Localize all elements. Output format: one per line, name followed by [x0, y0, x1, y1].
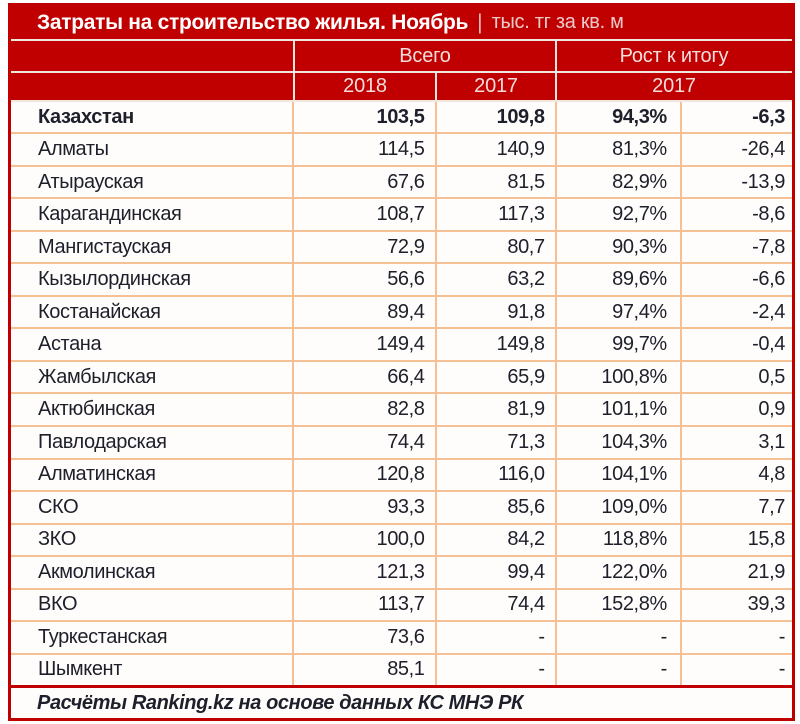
growth-abs-cell: 0,5	[681, 361, 792, 394]
growth-pct-cell: 94,3%	[556, 102, 681, 133]
growth-abs-cell: -	[681, 654, 792, 685]
region-cell: Костанайская	[11, 296, 293, 329]
header-year-2018: 2018	[293, 73, 435, 100]
growth-pct-cell: -	[556, 654, 681, 685]
header-group-row	[11, 41, 792, 73]
region-cell: Алматы	[11, 133, 293, 166]
growth-pct-cell: 122,0%	[556, 556, 681, 589]
table-row	[11, 621, 792, 654]
growth-pct-cell: 152,8%	[556, 589, 681, 622]
table-row	[11, 654, 792, 685]
growth-abs-cell: -7,8	[681, 231, 792, 264]
source-note: Расчёты Ranking.kz на основе данных КС МНЭ РК	[37, 691, 523, 714]
region-cell: Атырауская	[11, 166, 293, 199]
value-2017-cell: 140,9	[436, 133, 556, 166]
growth-abs-cell: 7,7	[681, 491, 792, 524]
header-year-row	[11, 73, 792, 102]
growth-pct-cell: 90,3%	[556, 231, 681, 264]
value-2017-cell: 71,3	[436, 426, 556, 459]
table-row	[11, 524, 792, 557]
growth-pct-cell: 101,1%	[556, 393, 681, 426]
value-2017-cell: 85,6	[436, 491, 556, 524]
region-cell: Шымкент	[11, 654, 293, 685]
region-cell: Актюбинская	[11, 393, 293, 426]
title-unit: тыс. тг за кв. м	[491, 11, 624, 33]
region-cell: Жамбылская	[11, 361, 293, 394]
header-growth-year: 2017	[555, 73, 791, 100]
region-cell: Казахстан	[38, 105, 134, 128]
growth-pct-cell: 109,0%	[556, 491, 681, 524]
growth-abs-cell: -2,4	[681, 296, 792, 329]
region-cell: Павлодарская	[11, 426, 293, 459]
value-2018-cell: 149,4	[293, 328, 435, 361]
region-cell: СКО	[11, 491, 293, 524]
growth-pct-cell: 104,3%	[556, 426, 681, 459]
table-row	[11, 589, 792, 622]
header-group-total: Всего	[293, 41, 555, 71]
value-2018-cell: 67,6	[293, 166, 435, 199]
table-row	[11, 393, 792, 426]
value-2018-cell: 72,9	[293, 231, 435, 264]
growth-abs-cell: -13,9	[681, 166, 792, 199]
value-2018-cell: 89,4	[293, 296, 435, 329]
growth-abs-cell: 21,9	[681, 556, 792, 589]
header-year-2017: 2017	[435, 73, 555, 100]
growth-pct-cell: 97,4%	[556, 296, 681, 329]
value-2017-cell: 81,5	[436, 166, 556, 199]
growth-abs-cell: -0,4	[681, 328, 792, 361]
growth-pct-cell: 92,7%	[556, 198, 681, 231]
header-year-spacer	[11, 73, 293, 100]
table-row	[11, 231, 792, 264]
growth-pct-cell: 89,6%	[556, 263, 681, 296]
table-row	[11, 102, 792, 133]
value-2018-cell: 73,6	[293, 621, 435, 654]
value-2017-cell: 117,3	[436, 198, 556, 231]
table-title-bar	[11, 6, 792, 41]
value-2017-cell: 63,2	[436, 263, 556, 296]
table-row	[11, 328, 792, 361]
region-cell: ЗКО	[11, 524, 293, 557]
value-2018-cell: 120,8	[293, 459, 435, 492]
growth-pct-cell: 99,7%	[556, 328, 681, 361]
region-cell: Карагандинская	[11, 198, 293, 231]
growth-pct-cell: 82,9%	[556, 166, 681, 199]
region-cell: Астана	[11, 328, 293, 361]
table-title: Затраты на строительство жилья. Ноябрь	[37, 10, 469, 34]
growth-abs-cell: 3,1	[681, 426, 792, 459]
value-2017-cell: 65,9	[436, 361, 556, 394]
value-2017-cell: -	[436, 654, 556, 685]
growth-pct-cell: 118,8%	[556, 524, 681, 557]
value-2017-cell: 116,0	[436, 459, 556, 492]
growth-abs-cell: 39,3	[681, 589, 792, 622]
table-row	[11, 426, 792, 459]
region-cell: Кызылординская	[11, 263, 293, 296]
growth-pct-cell: 81,3%	[556, 133, 681, 166]
table-row	[11, 491, 792, 524]
growth-pct-cell: 104,1%	[556, 459, 681, 492]
table-body	[11, 102, 792, 685]
value-2018-cell: 103,5	[293, 102, 435, 133]
value-2017-cell: 81,9	[436, 393, 556, 426]
value-2018-cell: 74,4	[293, 426, 435, 459]
table-row	[11, 263, 792, 296]
growth-abs-cell: -6,6	[681, 263, 792, 296]
value-2018-cell: 113,7	[293, 589, 435, 622]
value-2017-cell: 149,8	[436, 328, 556, 361]
value-2018-cell: 66,4	[293, 361, 435, 394]
growth-abs-cell: 0,9	[681, 393, 792, 426]
table-row	[11, 459, 792, 492]
value-2018-cell: 82,8	[293, 393, 435, 426]
growth-abs-cell: -	[681, 621, 792, 654]
construction-costs-table	[8, 3, 795, 721]
table-row	[11, 556, 792, 589]
value-2017-cell: 80,7	[436, 231, 556, 264]
growth-pct-cell: 100,8%	[556, 361, 681, 394]
growth-abs-cell: 4,8	[681, 459, 792, 492]
title-separator: |	[477, 10, 483, 34]
region-cell: ВКО	[11, 589, 293, 622]
value-2017-cell: 91,8	[436, 296, 556, 329]
header-group-growth: Рост к итогу	[555, 41, 791, 71]
value-2018-cell: 114,5	[293, 133, 435, 166]
region-cell: Мангистауская	[11, 231, 293, 264]
value-2018-cell: 85,1	[293, 654, 435, 685]
value-2017-cell: 99,4	[436, 556, 556, 589]
value-2018-cell: 121,3	[293, 556, 435, 589]
table-body-area	[11, 102, 792, 685]
table-footer	[11, 685, 792, 718]
growth-abs-cell: -8,6	[681, 198, 792, 231]
value-2017-cell: 84,2	[436, 524, 556, 557]
table-row	[11, 133, 792, 166]
table-row	[11, 166, 792, 199]
growth-pct-cell: -	[556, 621, 681, 654]
table-row	[11, 361, 792, 394]
region-cell: Алматинская	[11, 459, 293, 492]
header-region-spacer	[11, 41, 293, 71]
growth-abs-cell: -26,4	[681, 133, 792, 166]
growth-abs-cell: 15,8	[681, 524, 792, 557]
value-2017-cell: 109,8	[436, 102, 556, 133]
data-table	[11, 102, 792, 685]
table-row	[11, 198, 792, 231]
growth-abs-cell: -6,3	[681, 102, 792, 133]
value-2018-cell: 100,0	[293, 524, 435, 557]
table-row	[11, 296, 792, 329]
region-cell: Туркестанская	[11, 621, 293, 654]
value-2018-cell: 56,6	[293, 263, 435, 296]
value-2018-cell: 108,7	[293, 198, 435, 231]
value-2017-cell: -	[436, 621, 556, 654]
value-2017-cell: 74,4	[436, 589, 556, 622]
value-2018-cell: 93,3	[293, 491, 435, 524]
region-cell: Акмолинская	[11, 556, 293, 589]
